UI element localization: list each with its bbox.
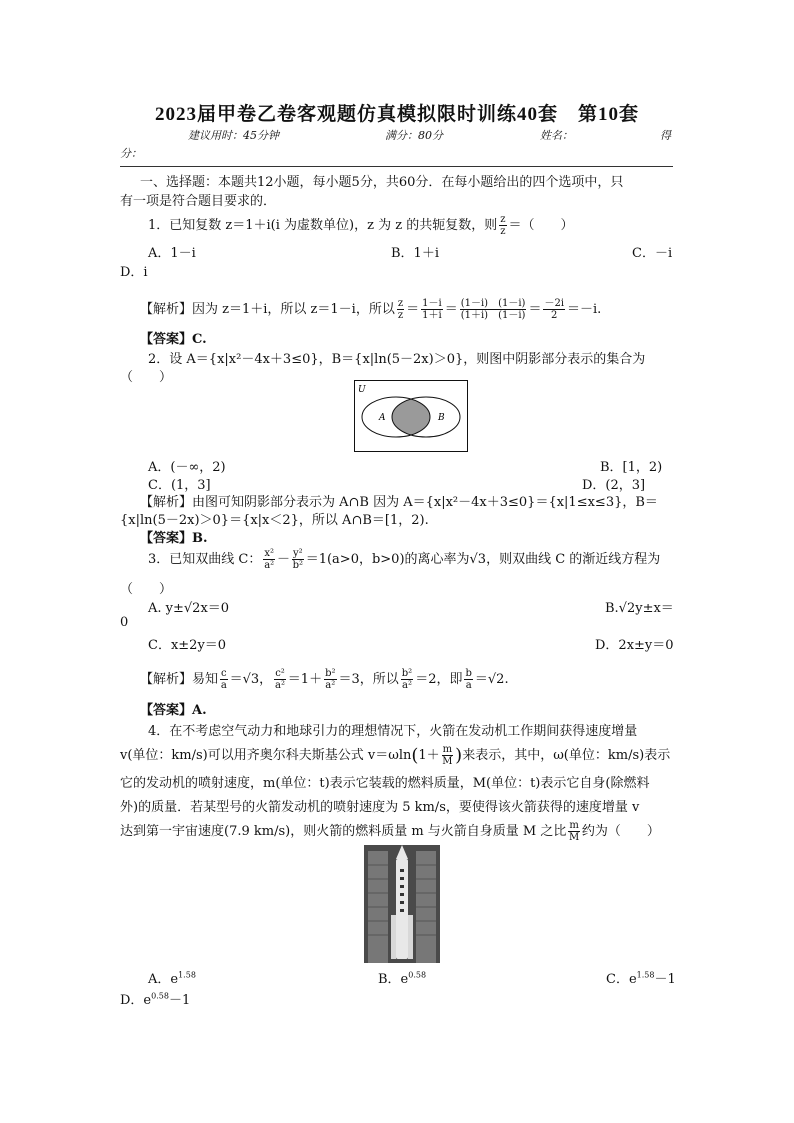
q2-answer: 【答案】B. (140, 531, 208, 546)
q3-option-a: A. y±√2x＝0 (148, 601, 230, 616)
venn-diagram (354, 380, 468, 452)
q3-option-b: B.√2y±x＝ (605, 601, 674, 616)
header-divider (120, 166, 673, 167)
q1-option-b: B．1＋i (391, 246, 439, 261)
venn-label-a: A (379, 413, 386, 423)
booster-right (408, 915, 413, 959)
time-label: 建议用时：45分钟 (188, 129, 279, 142)
q3-stem-2: （ ） (120, 582, 173, 597)
q2-solution-1: 【解析】由图可知阴影部分表示为 A∩B 因为 A＝{x|x²－4x＋3≤0}＝{x|1≤x≤3}，B＝ (140, 495, 658, 510)
q2-option-b: B．[1，2) (600, 460, 663, 475)
q2-solution-2: {x|ln(5－2x)＞0}＝{x|x＜2}，所以 A∩B＝[1，2). (120, 513, 429, 528)
q3-option-b-tail: 0 (120, 615, 129, 630)
q4-option-c: C．$e^{1.58}-1$ (606, 970, 676, 987)
q3-stem: 3．已知双曲线 C： $\frac{\text{x²}}{\text{a²}}$ － $\frac{\text{y²}}{\text{b²}}$ ＝1(a>0，b>0)的离心率为√3，则双曲线 C 的渐近线方程为 (148, 548, 661, 571)
q4-line-3: 它的发动机的喷射速度，m(单位：t)表示它装载的燃料质量，M(单位：t)表示它自身(除燃料 (120, 776, 650, 791)
q3-option-c: C．x±2y＝0 (148, 638, 227, 653)
q4-line-1: 4．在不考虑空气动力和地球引力的理想情况下，火箭在发动机工作期间获得速度增量 (148, 724, 638, 739)
section-line-2: 有一项是符合题目要求的． (120, 194, 277, 209)
q1-frac: $\frac{z}{z}$ (500, 214, 506, 237)
venn-label-b: B (438, 413, 445, 423)
page-title: 2023届甲卷乙卷客观题仿真模拟限时训练40套 第10套 (154, 104, 639, 125)
q2-stem-2: （ ） (120, 370, 173, 385)
q3-solution: 【解析】易知 $\frac{c}{a}$ ＝√3， $\frac{\text{c²}}{\text{a²}}$ ＝1＋ $\frac{\text{b²}}{\text{a²}}$ ＝3，所以 $\frac{\text{b²}}{\text{a²}}$ ＝2，即 $\frac{b}{a}$ ＝√2. (140, 668, 509, 691)
q3-option-d: D．2x±y＝0 (595, 638, 674, 653)
q2-option-c: C．(1，3] (148, 478, 211, 493)
q4-option-b: B．$e^{0.58}$ (378, 970, 427, 987)
score-label: 满分：80分 (385, 129, 443, 142)
section-line-1: 一、选择题：本题共12小题，每小题5分，共60分．在每小题给出的四个选项中，只 (140, 175, 624, 190)
q1-option-a: A．1－i (148, 246, 196, 261)
venn-label-u: U (358, 385, 366, 395)
q4-line-5: 达到第一宇宙速度(7.9 km/s)，则火箭的燃料质量 m 与火箭自身质量 M 之比 $\frac{m}{M}$ 约为（ ） (120, 820, 660, 843)
q2-option-a: A．(－∞，2) (148, 460, 226, 475)
q4-line-2: v(单位：km/s)可以用齐奥尔科夫斯基公式 v＝ωln(1＋ $\frac{m}{M}$ )来表示，其中，ω(单位：km/s)表示 (120, 744, 671, 767)
q3-answer: 【答案】A. (140, 703, 207, 718)
q1-stem: 1．已知复数 z＝1＋i(i 为虚数单位)，z 为 z 的共轭复数，则 $\frac{z}{z}$ ＝（ ） (148, 214, 574, 237)
name-label: 姓名： (540, 129, 573, 142)
q2-option-d: D．(2，3] (582, 478, 646, 493)
booster-left (391, 915, 396, 959)
q4-option-d: D．$e^{0.58}-1$ (120, 991, 191, 1008)
q1-solution: 【解析】因为 z＝1＋i，所以 z＝1－i，所以 $\frac{z}{z}$ ＝ $\frac{1-i}{1+i}$ ＝ $\frac{(1-i) (1-i)}{(1+i) (1-i)}$ ＝ $\frac{-2i}{2}$ ＝－i. (140, 298, 602, 321)
q1-option-d: D．i (120, 265, 148, 280)
q1-option-c: C．－i (632, 246, 673, 261)
rocket-photo (364, 845, 440, 963)
q4-line-4: 外)的质量．若某型号的火箭发动机的喷射速度为 5 km/s，要使得该火箭获得的速度增量 v (120, 800, 640, 815)
de-label: 得 (660, 129, 671, 142)
q1-answer: 【答案】C. (140, 332, 207, 347)
q2-stem: 2．设 A＝{x|x²－4x＋3≤0}，B＝{x|ln(5－2x)＞0}，则图中阴影部分表示的集合为 (148, 352, 646, 367)
fen-label: 分： (120, 147, 142, 160)
q4-option-a: A．$e^{1.58}$ (148, 970, 196, 987)
